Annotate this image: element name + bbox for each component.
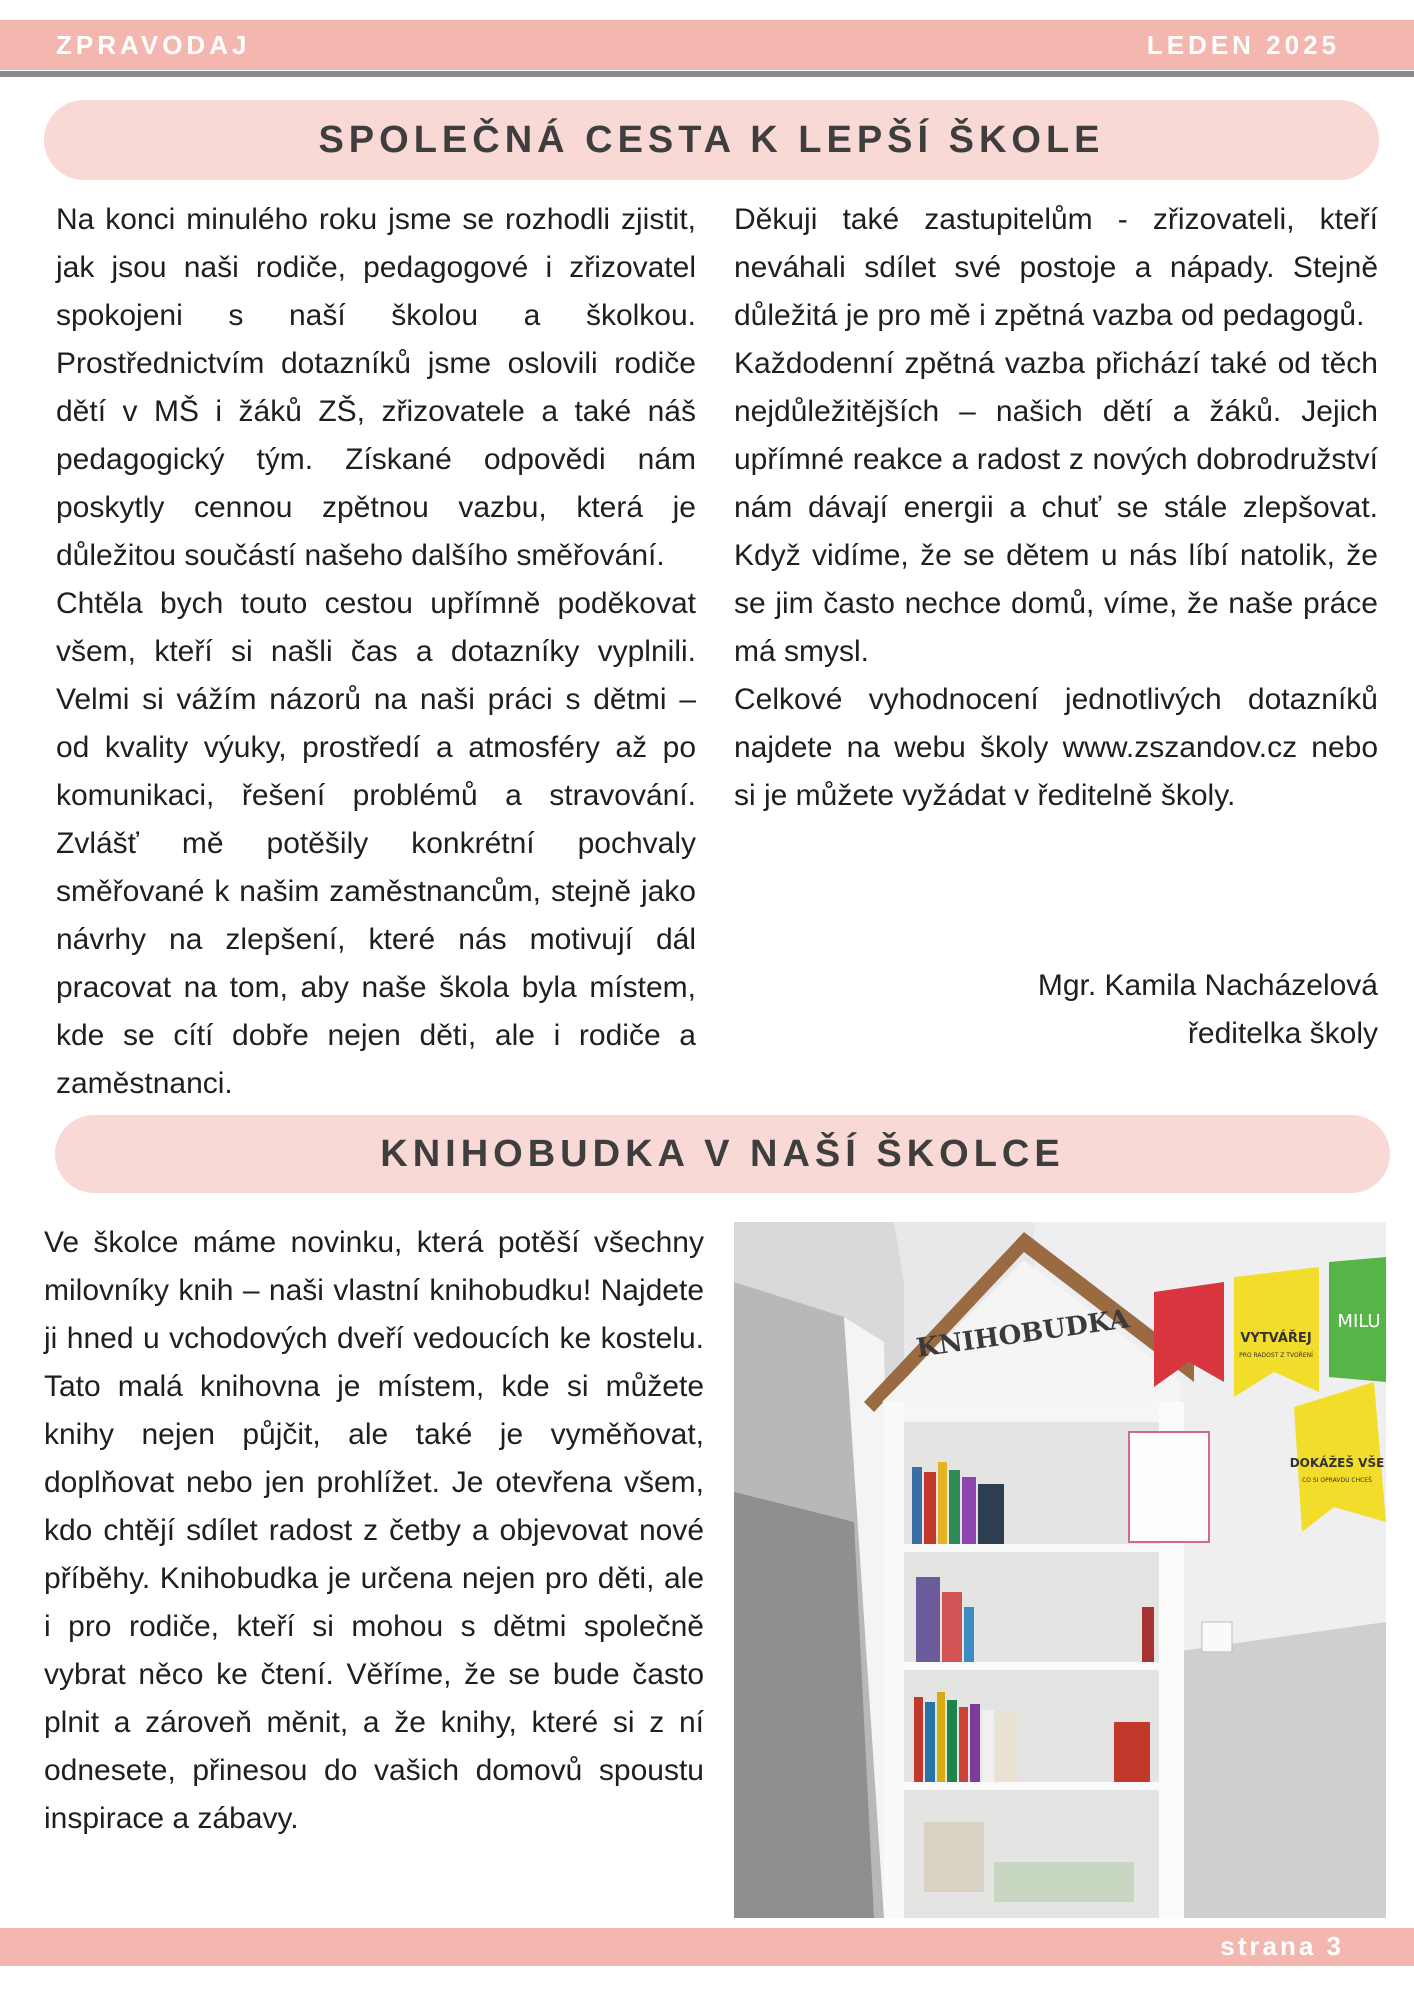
flag-subtext: PRO RADOST Z TVOŘENÍ bbox=[1239, 1352, 1313, 1359]
article-title-2: KNIHOBUDKA V NAŠÍ ŠKOLCE bbox=[55, 1115, 1390, 1193]
article-column-right bbox=[734, 196, 1378, 820]
paragraph: Chtěla bych touto cestou upřímně poděkovat všem, kteří si našli čas a dotazníky vyplnili. Velmi si vážím názorů na naši práci s dětmi – od kvality výuky, prostředí a atmosféry až po komunikaci, řešení problémů a stravování. Zvlášť mě potěšily konkrétní pochvaly směřované k našim zaměstnancům, stejně jako návrhy na zlepšení, které nás motivují dál pracovat na tom, aby naše škola byla místem, kde se cítí dobře nejen děti, ale i rodiče a zaměstnanci. bbox=[56, 587, 696, 1100]
sign-text: KNIHOBUDKA bbox=[914, 1304, 1132, 1364]
newsletter-name: ZPRAVODAJ bbox=[56, 30, 251, 60]
flag-text: VYTVÁŘEJ bbox=[1240, 1331, 1312, 1346]
paragraph: Celkové vyhodnocení jednotlivých dotazníků najdete na webu školy www.zszandov.cz nebo si je můžete vyžádat v ředitelně školy. bbox=[734, 683, 1378, 812]
footer-bar bbox=[0, 1928, 1414, 1966]
flag-text: DOKÁŽEŠ VŠE bbox=[1289, 1456, 1385, 1470]
flag-subtext: CO SI OPRAVDU CHCEŠ bbox=[1302, 1477, 1372, 1484]
article2-text bbox=[44, 1219, 704, 1843]
bookcase-illustration bbox=[734, 1222, 1386, 1918]
paragraph: Ve školce máme novinku, která potěší všechny milovníky knih – naši vlastní knihobudku! Najdete ji hned u vchodových dveří vedoucích ke kostelu. Tato malá knihovna je místem, kde si můžete knihy nejen půjčit, ale také je vyměňovat, doplňovat nebo jen prohlížet. Je otevřena všem, kdo chtějí sdílet radost z četby a objevovat nové příběhy. Knihobudka je určena nejen pro děti, ale i pro rodiče, kteří si mohou s dětmi společně vybrat něco ke čtení. Věříme, že se bude často plnit a zároveň měnit, a že knihy, které si z ní odnesete, přinesou do vašich domovů spoustu inspirace a zábavy. bbox=[44, 1226, 704, 1835]
bookcase-photo bbox=[734, 1222, 1386, 1918]
signature bbox=[1038, 962, 1378, 1058]
paragraph: Na konci minulého roku jsme se rozhodli zjistit, jak jsou naši rodiče, pedagogové i zřizovatel spokojeni s naší školou a školkou. Prostřednictvím dotazníků jsme oslovili rodiče dětí v MŠ i žáků ZŠ, zřizovatele a také náš pedagogický tým. Získané odpovědi nám poskytly cennou zpětnou vazbu, která je důležitou součástí našeho dalšího směřování. bbox=[56, 203, 696, 572]
signature-name: Mgr. Kamila Nacházelová bbox=[1037, 969, 1378, 1002]
article-title: SPOLEČNÁ CESTA K LEPŠÍ ŠKOLE bbox=[44, 100, 1379, 180]
article-column-left bbox=[56, 196, 696, 1108]
header-bar bbox=[0, 20, 1414, 70]
flag-text: MILU bbox=[1337, 1311, 1381, 1332]
header-divider bbox=[0, 71, 1414, 77]
page-number: strana 3 bbox=[1220, 1931, 1344, 1961]
paragraph: Každodenní zpětná vazba přichází také od těch nejdůležitějších – našich dětí a žáků. Jejich upřímné reakce a radost z nových dobrodružství nám dávají energii a chuť se stále zlepšovat. Když vidíme, že se dětem u nás líbí natolik, že se jim často nechce domů, víme, že naše práce má smysl. bbox=[734, 347, 1378, 668]
signature-role: ředitelka školy bbox=[1187, 1017, 1378, 1050]
paragraph: Děkuji také zastupitelům - zřizovateli, kteří neváhali sdílet své postoje a nápady. Stejně důležitá je pro mě i zpětná vazba od pedagogů. bbox=[734, 203, 1378, 332]
issue-date: LEDEN 2025 bbox=[1146, 30, 1340, 60]
